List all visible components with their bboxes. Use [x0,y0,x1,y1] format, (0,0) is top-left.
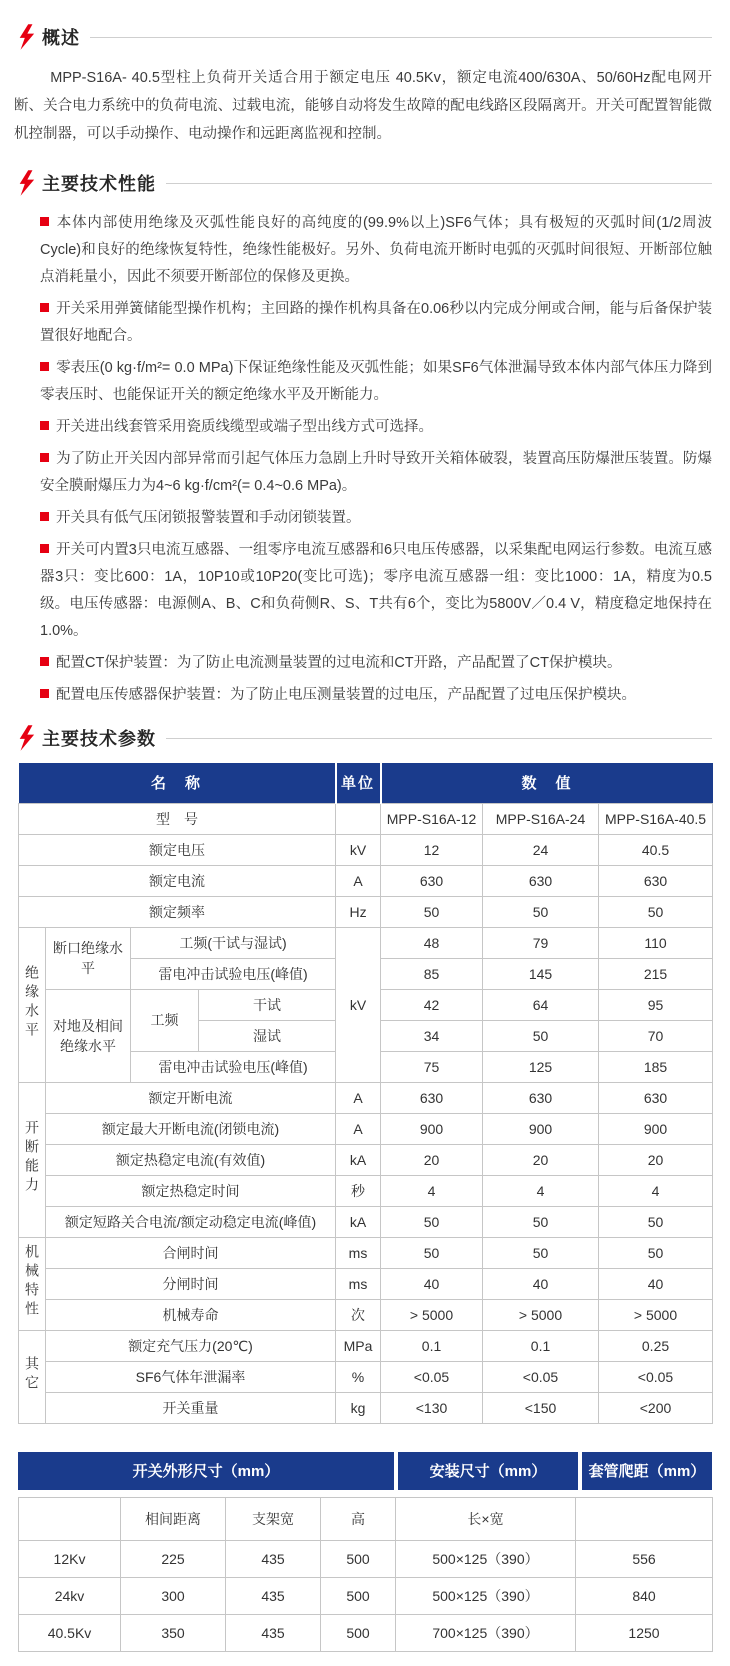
param-value: 145 [483,958,599,989]
dim-value: 500 [321,1540,396,1577]
bullet-text: 配置电压传感器保护装置：为了防止电压测量装置的过电压，产品配置了过电压保护模块。 [56,687,636,703]
param-value: 185 [599,1051,713,1082]
bullet-square-icon [40,303,49,312]
bullet-square-icon [40,657,49,666]
param-value: > 5000 [599,1299,713,1330]
dim-value: 1250 [576,1614,713,1651]
param-row-rated-voltage [19,834,713,865]
dim-empty-cell [576,1497,713,1540]
param-value: 12 [381,834,483,865]
category-cell-other [19,1330,46,1423]
param-unit: kV [336,834,381,865]
dim-value: 350 [121,1614,226,1651]
overview-paragraph: MPP-S16A- 40.5型柱上负荷开关适合用于额定电压 40.5Kv，额定电流400/630A、50/60Hz配电网开断、关合电力系统中的负荷电流、过载电流，能够自动将发生故障的配电线路区段隔离开。开关可配置智能微机控制器，可以手动操作、电动操作和远距离监视和控制。 [14,70,712,142]
dim-value: 500 [321,1614,396,1651]
param-row-breaking [19,1144,713,1175]
param-unit: kg [336,1392,381,1423]
param-value: 70 [599,1020,713,1051]
dim-empty-cell [19,1497,121,1540]
dim-subheader-bracket: 支架宽 [226,1497,321,1540]
bullet-item [40,650,712,677]
dim-subheader-height: 高 [321,1497,396,1540]
bullet-square-icon [40,689,49,698]
param-value: <130 [381,1392,483,1423]
parameters-section-header [18,725,712,751]
param-name: 额定热稳定时间 [46,1175,336,1206]
param-row-other [19,1392,713,1423]
header-rule [166,183,712,184]
param-row-rated-frequency [19,896,713,927]
col-header-value: 数 值 [381,763,713,803]
bullet-item [40,296,712,350]
param-name: 额定电流 [19,865,336,896]
bullet-square-icon [40,544,49,553]
performance-title: 主要技术性能 [42,174,156,194]
param-value: 630 [599,865,713,896]
param-value: 50 [599,1206,713,1237]
param-value: 40 [599,1268,713,1299]
category-label: 开断能力 [24,1120,40,1196]
param-value: 50 [381,896,483,927]
dim-value: 435 [226,1614,321,1651]
param-name: 额定电压 [19,834,336,865]
param-value: 900 [483,1113,599,1144]
bullet-square-icon [40,453,49,462]
performance-section-header [18,170,712,196]
param-value: 630 [483,865,599,896]
dimensions-header-row [18,1452,712,1490]
category-cell-breaking [19,1082,46,1237]
param-value: <0.05 [483,1361,599,1392]
param-row-insulation [19,927,713,958]
bullet-text: 零表压(0 kg·f/m²= 0.0 MPa)下保证绝缘性能及灭弧性能；如果SF6气体泄漏导致本体内部气体压力降到零表压时、也能保证开关的额定绝缘水平及开断能力。 [40,360,712,403]
param-unit: A [336,865,381,896]
param-row-other [19,1330,713,1361]
param-value: 50 [483,896,599,927]
param-name: 工频(干试与湿试) [131,927,336,958]
lightning-bolt-icon [18,24,35,50]
param-name: SF6气体年泄漏率 [46,1361,336,1392]
overview-section-header [18,24,712,50]
param-row-other [19,1361,713,1392]
freq-cell: 工频 [131,989,199,1051]
param-value: 0.1 [483,1330,599,1361]
param-value: 79 [483,927,599,958]
bullet-item [40,210,712,291]
dim-value: 225 [121,1540,226,1577]
param-value: 50 [483,1020,599,1051]
param-name: 型 号 [19,803,336,834]
dim-row-12kv [19,1540,713,1577]
param-unit: kA [336,1206,381,1237]
param-name: 额定开断电流 [46,1082,336,1113]
dim-row-40.5kv [19,1614,713,1651]
param-row-mechanical [19,1299,713,1330]
bullet-text: 开关进出线套管采用瓷质线缆型或端子型出线方式可选择。 [56,419,433,435]
param-value: 40.5 [599,834,713,865]
dim-value: 500×125（390） [396,1577,576,1614]
param-name: 开关重量 [46,1392,336,1423]
dim-voltage-label: 40.5Kv [19,1614,121,1651]
param-value: <0.05 [381,1361,483,1392]
param-value: 0.25 [599,1330,713,1361]
dim-value: 300 [121,1577,226,1614]
header-rule [90,37,712,38]
dim-subheader-row [19,1497,713,1540]
col-header-unit: 单位 [336,763,381,803]
param-header-row [19,763,713,803]
bullet-item [40,355,712,409]
param-value: 42 [381,989,483,1020]
param-value: 24 [483,834,599,865]
param-value: 630 [483,1082,599,1113]
param-unit: A [336,1113,381,1144]
bullet-item [40,505,712,532]
param-value: 64 [483,989,599,1020]
dim-value: 435 [226,1577,321,1614]
param-row-rated-current [19,865,713,896]
param-unit: % [336,1361,381,1392]
bullet-text: 开关可内置3只电流互感器、一组零序电流互感器和6只电压传感器，以采集配电网运行参数。电流互感器3只：变比600：1A，10P10或10P20(变比可选)；零序电流互感器一组：变比1000：1A，精度为0.5级。电压传感器：电源侧A、B、C和负荷侧R、S、T共有6个，变比为5800V／0.4 V，精度稳定地保持在1.0%。 [40,542,712,639]
param-name: 湿试 [199,1020,336,1051]
bullet-text: 本体内部使用绝缘及灭弧性能良好的高纯度的(99.9%以上)SF6气体；具有极短的灭弧时间(1/2周波Cycle)和良好的绝缘恢复特性，绝缘性能极好。另外、负荷电流开断时电弧的灭弧时间很短、开断部位触点消耗量小，因此不须要开断部位的保修及更换。 [40,215,712,285]
dim-value: 500 [321,1577,396,1614]
col-header-name: 名 称 [19,763,336,803]
dim-voltage-label: 12Kv [19,1540,121,1577]
param-unit: A [336,1082,381,1113]
param-row-breaking [19,1206,713,1237]
bullet-text: 为了防止开关因内部异常而引起气体压力急剧上升时导致开关箱体破裂，装置高压防爆泄压装置。防爆安全膜耐爆压力为4~6 kg·f/cm²(= 0.4~0.6 MPa)。 [40,451,712,494]
dim-subheader-phase: 相间距离 [121,1497,226,1540]
param-value: MPP-S16A-24 [483,803,599,834]
param-value: 4 [381,1175,483,1206]
dim-voltage-label: 24kv [19,1577,121,1614]
param-value: 630 [381,865,483,896]
param-value: 50 [381,1206,483,1237]
bullet-square-icon [40,421,49,430]
param-value: 95 [599,989,713,1020]
category-label: 其它 [24,1356,40,1394]
parameters-table [18,763,713,1424]
overview-title: 概述 [42,28,80,48]
category-cell-insulation [19,927,46,1082]
param-unit: Hz [336,896,381,927]
dim-value: 840 [576,1577,713,1614]
category-label: 绝缘水平 [24,965,40,1041]
param-value: 0.1 [381,1330,483,1361]
param-unit: kV [336,927,381,1082]
param-row-breaking [19,1175,713,1206]
bullet-text: 开关采用弹簧储能型操作机构；主回路的操作机构具备在0.06秒以内完成分闸或合闸，能与后备保护装置很好地配合。 [40,301,712,344]
param-value: 110 [599,927,713,958]
param-value: 40 [483,1268,599,1299]
param-unit: MPa [336,1330,381,1361]
param-name: 额定短路关合电流/额定动稳定电流(峰值) [46,1206,336,1237]
param-value: 50 [599,1237,713,1268]
category-label: 机械特性 [24,1244,40,1320]
param-value: 630 [599,1082,713,1113]
param-value: 50 [483,1206,599,1237]
lightning-bolt-icon [18,170,35,196]
param-value: 215 [599,958,713,989]
param-value: 48 [381,927,483,958]
dim-value: 435 [226,1540,321,1577]
param-value: 85 [381,958,483,989]
bullet-item [40,446,712,500]
lightning-bolt-icon [18,725,35,751]
bullet-text: 开关具有低气压闭锁报警装置和手动闭锁装置。 [56,510,361,526]
param-value: <0.05 [599,1361,713,1392]
bullet-square-icon [40,512,49,521]
subcategory-cell: 对地及相间绝缘水平 [46,989,131,1082]
param-value: 34 [381,1020,483,1051]
param-unit [336,803,381,834]
param-value: <150 [483,1392,599,1423]
bullet-item [40,682,712,709]
param-name: 分闸时间 [46,1268,336,1299]
param-name: 雷电冲击试验电压(峰值) [131,1051,336,1082]
bullet-item [40,414,712,441]
param-name: 额定最大开断电流(闭锁电流) [46,1113,336,1144]
param-value: 630 [381,1082,483,1113]
parameters-title: 主要技术参数 [42,729,156,749]
param-value: MPP-S16A-40.5 [599,803,713,834]
param-value: 40 [381,1268,483,1299]
param-unit: ms [336,1237,381,1268]
param-value: 20 [599,1144,713,1175]
dim-value: 556 [576,1540,713,1577]
param-row-model [19,803,713,834]
param-value: 4 [483,1175,599,1206]
param-unit: ms [336,1268,381,1299]
param-value: 900 [599,1113,713,1144]
param-name: 合闸时间 [46,1237,336,1268]
param-value: 50 [599,896,713,927]
dimensions-table [18,1497,713,1652]
dim-header-install: 安装尺寸（mm） [398,1452,578,1490]
param-name: 机械寿命 [46,1299,336,1330]
param-name: 额定频率 [19,896,336,927]
param-value: 50 [483,1237,599,1268]
param-name: 额定热稳定电流(有效值) [46,1144,336,1175]
param-name: 额定充气压力(20℃) [46,1330,336,1361]
param-row-mechanical [19,1237,713,1268]
param-name: 干试 [199,989,336,1020]
param-unit: 秒 [336,1175,381,1206]
param-value: > 5000 [381,1299,483,1330]
param-value: 20 [381,1144,483,1175]
param-unit: 次 [336,1299,381,1330]
bullet-square-icon [40,362,49,371]
param-value: 50 [381,1237,483,1268]
dim-header-outline: 开关外形尺寸（mm） [18,1452,394,1490]
bullet-text: 配置CT保护装置：为了防止电流测量装置的过电流和CT开路，产品配置了CT保护模块。 [56,655,622,671]
category-cell-mechanical [19,1237,46,1330]
param-name: 雷电冲击试验电压(峰值) [131,958,336,989]
param-value: 20 [483,1144,599,1175]
param-unit: kA [336,1144,381,1175]
header-rule [166,738,712,739]
dim-row-24kv [19,1577,713,1614]
param-value: <200 [599,1392,713,1423]
param-row-breaking [19,1113,713,1144]
param-value: 4 [599,1175,713,1206]
param-value: > 5000 [483,1299,599,1330]
performance-bullet-list [40,210,712,709]
param-row-breaking [19,1082,713,1113]
dim-header-creepage: 套管爬距（mm） [582,1452,712,1490]
param-value: 900 [381,1113,483,1144]
bullet-item [40,537,712,645]
dim-value: 500×125（390） [396,1540,576,1577]
bullet-square-icon [40,217,49,226]
dim-subheader-lw: 长×宽 [396,1497,576,1540]
dim-value: 700×125（390） [396,1614,576,1651]
subcategory-cell: 断口绝缘水平 [46,927,131,989]
param-row-mechanical [19,1268,713,1299]
param-value: 75 [381,1051,483,1082]
param-value: MPP-S16A-12 [381,803,483,834]
param-value: 125 [483,1051,599,1082]
